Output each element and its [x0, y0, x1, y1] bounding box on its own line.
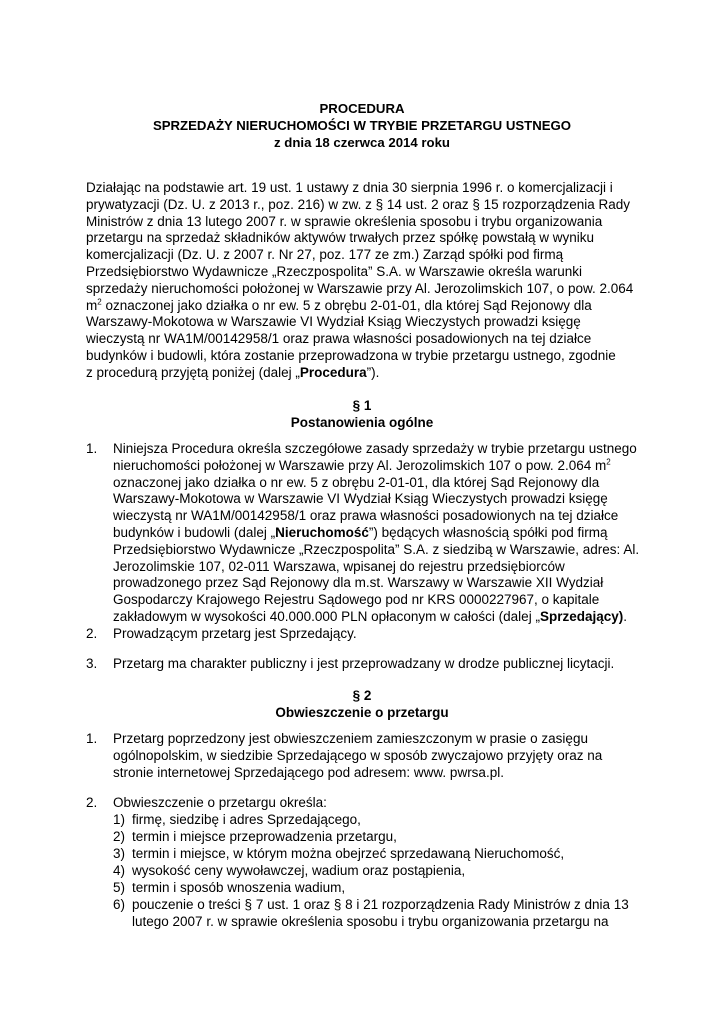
intro-paragraph [86, 180, 638, 382]
section-1-item-2: Prowadzącym przetarg jest Sprzedający. [113, 626, 357, 641]
item-line: lutego 2007 r. w sprawie określenia sposobu i trybu organizowania przetargu na [132, 913, 609, 929]
item-line: Niniejsza Procedura określa szczegółowe zasady sprzedaży w trybie przetargu ustnego [113, 441, 637, 456]
item-line: zakładowym w wysokości 40.000.000 PLN opłaconym w całości (dalej „Sprzedający). [113, 608, 627, 624]
intro-line: Działając na podstawie art. 19 ust. 1 ustawy z dnia 30 sierpnia 1996 r. o komercjalizacji i [86, 180, 613, 195]
intro-line: prywatyzacji (Dz. U. z 2013 r., poz. 216) w zw. z § 14 ust. 2 oraz § 15 rozporządzenia Rady [86, 196, 631, 212]
list-number: 2. [86, 626, 98, 641]
section-2-item-1 [113, 731, 638, 781]
list-number: 2. [86, 795, 98, 810]
item-line: Obwieszczenie o przetargu określa: [113, 795, 327, 810]
section-2-number: § 2 [352, 688, 372, 703]
defined-term: Sprzedający) [539, 608, 624, 624]
sub-number: 4) [113, 863, 126, 878]
intro-line: z procedurą przyjętą poniżej (dalej „Procedura”). [86, 364, 380, 380]
section-1-number: § 1 [352, 398, 372, 413]
item-line: Przetarg poprzedzony jest obwieszczeniem zamieszczonym w prasie o zasięgu [113, 731, 588, 746]
intro-line: przetargu na sprzedaż składników aktywów trwałych przez spółkę powstałą w wyniku [86, 230, 594, 246]
sub-number: 5) [113, 880, 126, 895]
item-line: Gospodarczy Krajowego Rejestru Sądowego pod nr KRS 0000227967, o kapitale [113, 592, 600, 608]
item-line: Przedsiębiorstwo Wydawnicze „Rzeczpospolita” S.A. z siedzibą w Warszawie, adres: Al. [113, 541, 640, 557]
section-1-item-1 [113, 441, 638, 626]
doc-subtitle: SPRZEDAŻY NIERUCHOMOŚCI W TRYBIE PRZETARGU USTNEGO [152, 118, 572, 133]
sub-text: firmę, siedzibę i adres Sprzedającego, [132, 812, 361, 827]
sub-number: 1) [113, 812, 126, 827]
defined-term: Nieruchomość [275, 524, 369, 540]
item-line: budynków i budowli (dalej „Nieruchomość”) będących własnością spółki pod firmą [113, 524, 608, 540]
sub-text [132, 897, 640, 931]
intro-line: Ministrów z dnia 13 lutego 2007 r. w sprawie określenia sposobu i trybu organizowania [86, 213, 603, 229]
intro-line: komercjalizacji (Dz. U. z 2007 r. Nr 27, poz. 177 ze zm.) Zarząd spółki pod firmą [86, 247, 564, 263]
sub-text: termin i sposób wnoszenia wadium, [132, 880, 346, 895]
item-line: Warszawy-Mokotowa w Warszawie VI Wydział Ksiąg Wieczystych prowadzi księgę [113, 491, 608, 507]
defined-term: Procedura [299, 364, 367, 380]
sub-number: 3) [113, 846, 126, 861]
intro-line: Warszawy-Mokotowa w Warszawie VI Wydział Ksiąg Wieczystych prowadzi księgę [86, 314, 581, 330]
section-1-item-3: Przetarg ma charakter publiczny i jest przeprowadzany w drodze publicznej licytacji. [113, 656, 615, 671]
section-2-title: Obwieszczenie o przetargu [275, 705, 449, 720]
section-1-title: Postanowienia ogólne [290, 415, 434, 430]
sub-number: 2) [113, 829, 126, 844]
list-number: 3. [86, 656, 98, 671]
intro-line: sprzedaży nieruchomości położonej w Warszawie przy Al. Jerozolimskich 107, o pow. 2.064 [86, 280, 634, 296]
intro-line: budynków i budowli, która zostanie przeprowadzona w trybie przetargu ustnego, zgodnie [86, 347, 616, 363]
sub-text: termin i miejsce, w którym można obejrzeć sprzedawaną Nieruchomość, [132, 846, 565, 861]
list-number: 1. [86, 441, 98, 456]
item-line: oznaczonej jako działka o nr ew. 5 z obrębu 2-01-01, dla której Sąd Rejonowy dla [113, 474, 600, 490]
item-line: Jerozolimskie 107, 02-011 Warszawa, wpisanej do rejestru przedsiębiorców [113, 558, 565, 574]
section-2-item-2 [113, 795, 638, 812]
list-number: 1. [86, 731, 98, 746]
intro-line: Przedsiębiorstwo Wydawnicze „Rzeczpospolita” S.A. w Warszawie określa warunki [86, 263, 583, 279]
intro-line: wieczystą nr WA1M/00142958/1 oraz prawa własności posadowionych na tej działce [86, 331, 592, 347]
item-line: prowadzonego przez Sąd Rejonowy dla m.st. Warszawy w Warszawie XII Wydział [113, 575, 604, 591]
item-line: pouczenie o treści § 7 ust. 1 oraz § 8 i 21 rozporządzenia Rady Ministrów z dnia 13 [132, 897, 629, 912]
sub-text: termin i miejsce przeprowadzenia przetargu, [132, 829, 397, 844]
sub-number: 6) [113, 897, 126, 912]
doc-date: z dnia 18 czerwca 2014 roku [274, 135, 450, 150]
doc-title: PROCEDURA [319, 101, 405, 116]
sub-text: wysokość ceny wywoławczej, wadium oraz postąpienia, [132, 863, 466, 878]
intro-line: $m^2$ oznaczonej jako działka o nr ew. 5 z obrębu 2-01-01, dla której Sąd Rejonowy dla [86, 297, 592, 313]
item-line: stronie internetowej Sprzedającego pod adresem: www. pwrsa.pl. [113, 764, 504, 780]
item-line: nieruchomości położonej w Warszawie przy Al. Jerozolimskich 107 o pow. 2.064 $m^2$ [113, 457, 611, 473]
item-line: ogólnopolskim, w siedzibie Sprzedającego w sposób zwyczajowo przyjęty oraz na [113, 747, 603, 763]
item-line: wieczystą nr WA1M/00142958/1 oraz prawa własności posadowionych na tej działce [113, 508, 619, 524]
